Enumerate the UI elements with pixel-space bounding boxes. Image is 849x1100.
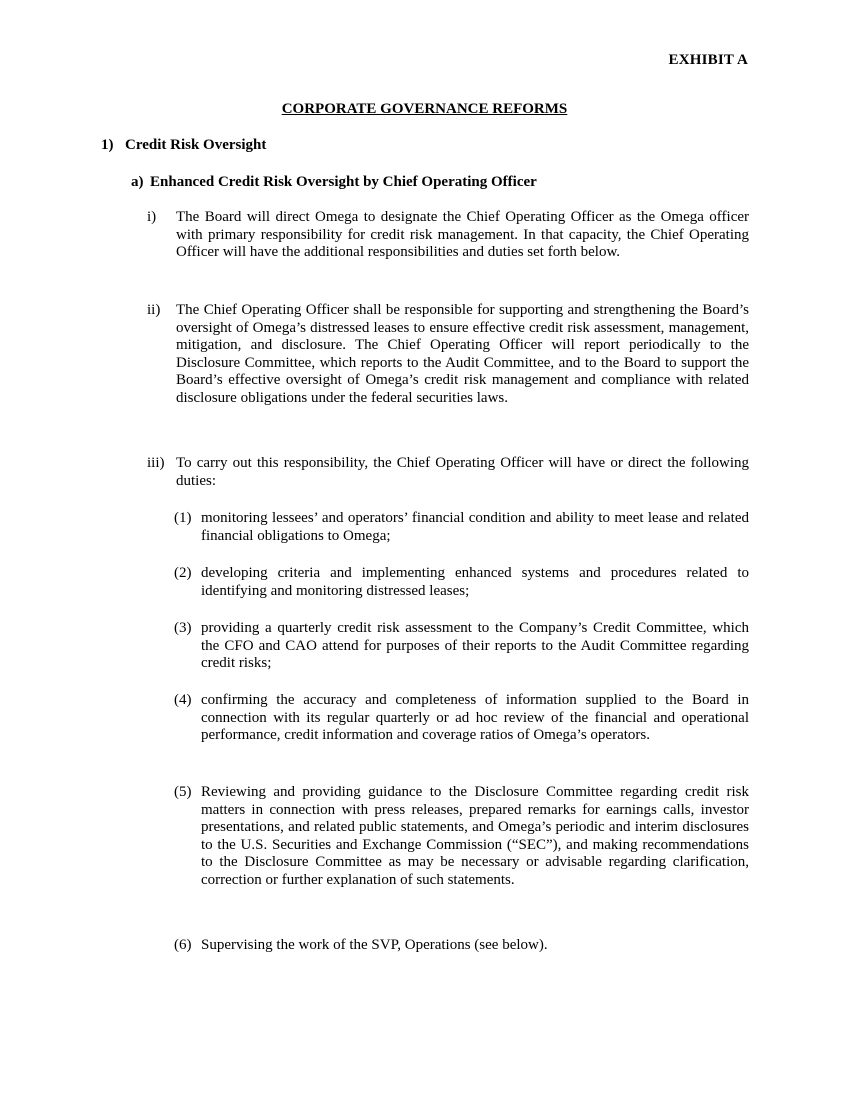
section-heading <box>101 137 266 154</box>
duty-item <box>174 510 749 545</box>
duty-text: Supervising the work of the SVP, Operations (see below). <box>201 937 548 953</box>
exhibit-label: EXHIBIT A <box>668 52 748 68</box>
subsection-heading-text: Enhanced Credit Risk Oversight by Chief Operating Officer <box>150 174 537 190</box>
section-heading-text: Credit Risk Oversight <box>125 137 267 153</box>
duty-label: (6) <box>174 937 192 953</box>
list-item <box>147 455 749 490</box>
subsection-letter: a) <box>131 174 144 190</box>
duty-text: developing criteria and implementing enhanced systems and procedures related to identifying and monitoring distressed leases; <box>201 565 749 599</box>
item-label: i) <box>147 209 157 225</box>
list-item <box>147 302 749 408</box>
duty-item <box>174 565 749 600</box>
item-text: To carry out this responsibility, the Chief Operating Officer will have or direct the following duties: <box>176 455 749 489</box>
duty-label: (1) <box>174 510 192 526</box>
duty-item <box>174 937 749 955</box>
subsection-heading <box>131 174 537 191</box>
duty-item <box>174 620 749 673</box>
item-text: The Board will direct Omega to designate the Chief Operating Officer as the Omega officer with primary responsibility for credit risk management. In that capacity, the Chief Operating Officer will have the additional responsibilities and duties set forth below. <box>176 209 749 261</box>
duty-text: confirming the accuracy and completeness of information supplied to the Board in connection with its regular quarterly or ad hoc review of the financial and operational performance, credit information and coverage ratios of Omega’s operators. <box>201 692 749 744</box>
duty-label: (4) <box>174 692 192 708</box>
duty-text: monitoring lessees’ and operators’ financial condition and ability to meet lease and related financial obligations to Omega; <box>201 510 749 544</box>
duty-item <box>174 784 749 890</box>
duty-label: (3) <box>174 620 192 636</box>
duty-text: Reviewing and providing guidance to the Disclosure Committee regarding credit risk matters in connection with press releases, prepared remarks for earnings calls, investor presentations, and related public statements, and Omega’s periodic and interim disclosures to the U.S. Securities and Exchange Commission (“SEC”), and making recommendations to the Disclosure Committee as may be necessary or advisable regarding clarification, correction or further explanation of such statements. <box>201 784 749 888</box>
duty-text: providing a quarterly credit risk assessment to the Company’s Credit Committee, which the CFO and CAO attend for purposes of their reports to the Audit Committee regarding credit risks; <box>201 620 749 672</box>
item-label: ii) <box>147 302 161 318</box>
document-title: CORPORATE GOVERNANCE REFORMS <box>281 101 568 117</box>
list-item <box>147 209 749 262</box>
duty-label: (5) <box>174 784 192 800</box>
duty-label: (2) <box>174 565 192 581</box>
item-label: iii) <box>147 455 165 471</box>
duty-item <box>174 692 749 745</box>
item-text: The Chief Operating Officer shall be responsible for supporting and strengthening the Board’s oversight of Omega’s distressed leases to ensure effective credit risk assessment, management, mitigation, and disclosure. The Chief Operating Officer will report periodically to the Disclosure Committee, which reports to the Audit Committee, and to the Board to support the Board’s effective oversight of Omega’s credit risk management and compliance with related disclosure obligations under the federal securities laws. <box>176 302 749 406</box>
section-number: 1) <box>101 137 114 153</box>
